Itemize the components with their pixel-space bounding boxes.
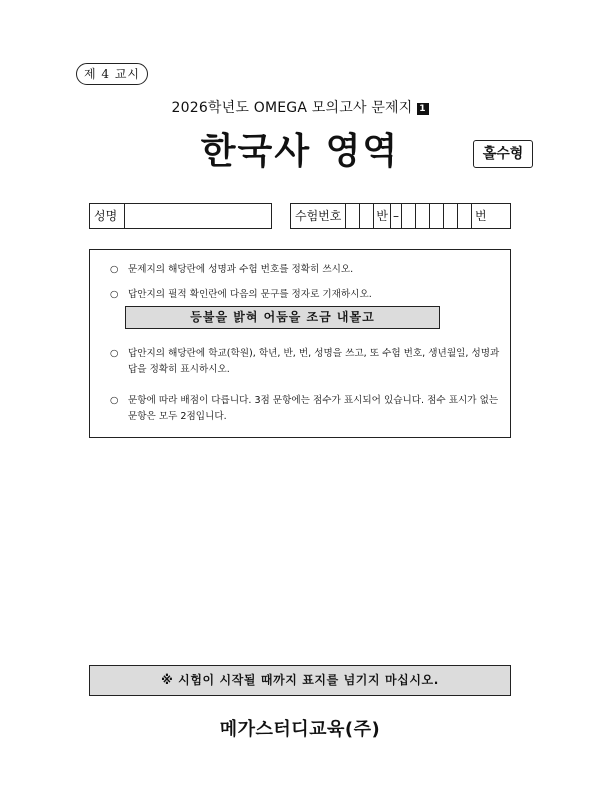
form-type-badge: 홀수형	[473, 140, 533, 168]
instruction-text: 답안지의 해당란에 학교(학원), 학년, 반, 번, 성명을 쓰고, 또 수험 번호, 생년월일, 성명과 답을 정확히 표시하시오.	[128, 348, 500, 375]
instruction-item	[110, 346, 500, 378]
bullet-icon: ○	[110, 348, 119, 359]
notice-bar: ※ 시험이 시작될 때까지 표지를 넘기지 마십시오.	[89, 665, 511, 696]
exam-number-dash: –	[391, 204, 402, 228]
bullet-icon: ○	[110, 264, 119, 275]
subject-title: 한국사 영역	[200, 131, 400, 172]
name-field	[89, 203, 272, 229]
bullet-icon: ○	[110, 289, 119, 300]
exam-number-cell[interactable]	[430, 204, 444, 228]
period-badge: 제 4 교시	[76, 63, 148, 85]
instruction-item	[110, 393, 500, 425]
instructions-box	[89, 249, 511, 438]
exam-number-cell[interactable]	[444, 204, 458, 228]
exam-number-cell[interactable]	[458, 204, 472, 228]
exam-number-field	[290, 203, 511, 229]
instruction-item	[110, 287, 500, 303]
exam-number-label: 수험번호	[291, 204, 346, 228]
class-label: 반	[374, 204, 391, 228]
publisher-name: 메가스터디교육(주)	[219, 719, 381, 740]
exam-number-cell[interactable]	[416, 204, 430, 228]
bullet-icon: ○	[110, 395, 119, 406]
handwriting-phrase-box: 등불을 밝혀 어둠을 조금 내몰고	[125, 306, 440, 329]
name-input-area[interactable]	[125, 204, 271, 228]
instruction-text: 문제지의 해당란에 성명과 수험 번호를 정확히 쓰시오.	[128, 264, 354, 275]
name-label: 성명	[90, 204, 125, 228]
exam-number-cell[interactable]	[402, 204, 416, 228]
instruction-text: 문항에 따라 배점이 다릅니다. 3점 문항에는 점수가 표시되어 있습니다. 점수 표시가 없는 문항은 모두 2점입니다.	[128, 395, 499, 422]
exam-subtitle-text: 2026학년도 OMEGA 모의고사 문제지	[171, 100, 413, 116]
number-label: 번	[474, 209, 487, 223]
booklet-number: 1	[417, 103, 429, 115]
exam-subtitle	[0, 98, 600, 118]
instruction-item	[110, 262, 500, 278]
instruction-text: 답안지의 필적 확인란에 다음의 문구를 정자로 기재하시오.	[128, 289, 372, 300]
exam-number-cell[interactable]	[346, 204, 360, 228]
exam-number-cell[interactable]	[360, 204, 374, 228]
